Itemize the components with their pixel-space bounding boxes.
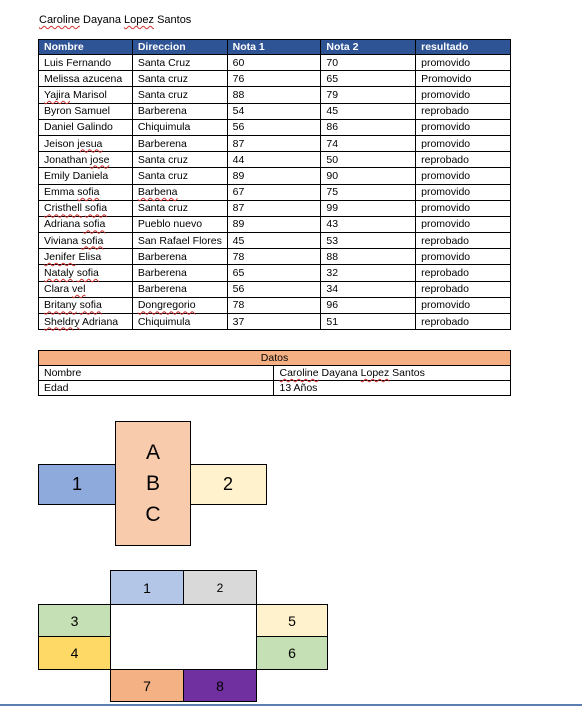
cell-resultado: promovido <box>416 168 511 184</box>
cell-nombre: Jeison jesua <box>39 135 133 151</box>
datos-label: Edad <box>39 381 274 396</box>
page-title <box>39 14 191 26</box>
cell-nota1: 60 <box>227 55 321 71</box>
cell-direccion: Barberena <box>132 135 227 151</box>
cell-nota2: 70 <box>321 55 416 71</box>
cell-nota2: 32 <box>321 265 416 281</box>
cell-nota2: 86 <box>321 119 416 135</box>
net1-left-label: 1 <box>71 474 82 494</box>
cell-nombre: Emily Daniela <box>39 168 133 184</box>
table-row <box>39 200 511 216</box>
header-direccion: Direccion <box>132 40 227 55</box>
net2-bottom-right-box <box>183 669 257 702</box>
net2-top-left-box <box>110 570 184 605</box>
datos-value: 13 Años <box>274 381 511 396</box>
cell-nombre: Nataly sofia <box>39 265 133 281</box>
table-row <box>39 184 511 200</box>
net1-letter-b: B <box>145 472 160 495</box>
net1-right-label: 2 <box>222 474 233 494</box>
cell-nota1: 78 <box>227 249 321 265</box>
cell-resultado: promovido <box>416 297 511 313</box>
table-row <box>39 103 511 119</box>
cell-nota1: 87 <box>227 200 321 216</box>
cell-direccion: Santa cruz <box>132 71 227 87</box>
cell-resultado: promovido <box>416 200 511 216</box>
net2-center-box <box>110 604 257 670</box>
table-row <box>39 249 511 265</box>
table-row <box>39 87 511 103</box>
net2-right-top-label: 5 <box>288 612 296 629</box>
header-nota2: Nota 2 <box>321 40 416 55</box>
cell-direccion: Pueblo nuevo <box>132 216 227 232</box>
cell-nota2: 99 <box>321 200 416 216</box>
cell-nota1: 44 <box>227 152 321 168</box>
cell-nombre: Cristhell sofia <box>39 200 133 216</box>
cell-nota1: 56 <box>227 281 321 297</box>
cell-direccion: Barberena <box>132 249 227 265</box>
cell-nota1: 88 <box>227 87 321 103</box>
cell-direccion: Santa cruz <box>132 152 227 168</box>
datos-value: Caroline Dayana Lopez Santos <box>274 366 511 381</box>
net1-center-box <box>115 421 191 546</box>
cell-nombre: Emma sofia <box>39 184 133 200</box>
cell-nota1: 67 <box>227 184 321 200</box>
cell-nota1: 45 <box>227 233 321 249</box>
cell-direccion: Barberena <box>132 265 227 281</box>
cell-nota1: 78 <box>227 297 321 313</box>
table-row <box>39 135 511 151</box>
datos-row <box>39 381 511 396</box>
cell-resultado: promovido <box>416 216 511 232</box>
cell-direccion: San Rafael Flores <box>132 233 227 249</box>
net2-left-top-box <box>38 604 111 637</box>
table-row <box>39 281 511 297</box>
table-row <box>39 55 511 71</box>
net2-top-left-label: 1 <box>143 579 151 596</box>
cell-nombre: Daniel Galindo <box>39 119 133 135</box>
cell-resultado: promovido <box>416 135 511 151</box>
table-row <box>39 119 511 135</box>
cell-nombre: Adriana sofia <box>39 216 133 232</box>
net1-letter-a: A <box>145 441 160 464</box>
datos-header: Datos <box>39 351 511 366</box>
cell-resultado: reprobado <box>416 152 511 168</box>
cell-direccion: Dongregorio <box>132 297 227 313</box>
cell-nota2: 90 <box>321 168 416 184</box>
cell-nombre: Melissa azucena <box>39 71 133 87</box>
title-first-name: Caroline <box>39 14 80 26</box>
cell-nota2: 75 <box>321 184 416 200</box>
net2-bottom-left-label: 7 <box>143 677 151 694</box>
cell-nombre: Jonathan jose <box>39 152 133 168</box>
title-middle-name: Dayana <box>83 14 121 26</box>
cell-resultado: promovido <box>416 249 511 265</box>
net1-left-box <box>38 464 116 505</box>
cell-nota2: 51 <box>321 314 416 330</box>
cell-nota2: 34 <box>321 281 416 297</box>
table-row <box>39 168 511 184</box>
cell-resultado: promovido <box>416 87 511 103</box>
net2-left-top-label: 3 <box>70 612 79 629</box>
table-row <box>39 71 511 87</box>
cell-nota2: 43 <box>321 216 416 232</box>
title-last-name: Lopez <box>124 14 154 26</box>
title-second-last-name: Santos <box>157 14 192 26</box>
cell-nombre: Clara vel <box>39 281 133 297</box>
net1-right-box <box>189 464 267 505</box>
cell-nota1: 87 <box>227 135 321 151</box>
table-row <box>39 216 511 232</box>
page-bottom-divider <box>0 704 582 706</box>
header-nota1: Nota 1 <box>227 40 321 55</box>
table-row <box>39 152 511 168</box>
cell-nota2: 65 <box>321 71 416 87</box>
cell-nota2: 96 <box>321 297 416 313</box>
cell-nota1: 56 <box>227 119 321 135</box>
table-row <box>39 233 511 249</box>
net2-top-right-box <box>183 570 257 605</box>
cell-resultado: reprobado <box>416 103 511 119</box>
cell-nombre: Byron Samuel <box>39 103 133 119</box>
grades-table <box>38 39 511 330</box>
datos-table <box>38 350 511 396</box>
cell-resultado: reprobado <box>416 233 511 249</box>
cell-nota2: 88 <box>321 249 416 265</box>
cell-nota2: 50 <box>321 152 416 168</box>
cell-resultado: promovido <box>416 55 511 71</box>
net2-right-top-box <box>256 604 328 637</box>
net2-bottom-left-box <box>110 669 184 702</box>
cell-resultado: reprobado <box>416 314 511 330</box>
cell-direccion: Santa cruz <box>132 200 227 216</box>
cell-nota1: 89 <box>227 168 321 184</box>
cell-nota2: 74 <box>321 135 416 151</box>
cell-nombre: Luis Fernando <box>39 55 133 71</box>
cell-nota1: 37 <box>227 314 321 330</box>
cell-nota1: 76 <box>227 71 321 87</box>
table-row <box>39 314 511 330</box>
cell-direccion: Barberena <box>132 103 227 119</box>
cell-nombre: Sheldry Adriana <box>39 314 133 330</box>
cell-nota1: 89 <box>227 216 321 232</box>
cell-direccion: Santa cruz <box>132 87 227 103</box>
cell-nombre: Britany sofia <box>39 297 133 313</box>
cell-nota2: 45 <box>321 103 416 119</box>
cell-nombre: Yajira Marisol <box>39 87 133 103</box>
cell-nombre: Viviana sofia <box>39 233 133 249</box>
cell-resultado: promovido <box>416 184 511 200</box>
datos-row <box>39 366 511 381</box>
net2-left-bottom-box <box>38 636 111 670</box>
cell-direccion: Santa Cruz <box>132 55 227 71</box>
grades-header-row <box>39 40 511 55</box>
net2-left-bottom-label: 4 <box>70 645 79 661</box>
datos-label: Nombre <box>39 366 274 381</box>
cell-nota1: 54 <box>227 103 321 119</box>
cell-nota1: 65 <box>227 265 321 281</box>
cell-resultado: promovido <box>416 119 511 135</box>
net2-bottom-right-label: 8 <box>216 677 224 694</box>
cell-direccion: Chiquimula <box>132 314 227 330</box>
table-row <box>39 265 511 281</box>
cell-resultado: reprobado <box>416 281 511 297</box>
net2-right-bottom-label: 6 <box>288 645 296 661</box>
cell-direccion: Barbena <box>132 184 227 200</box>
net2-top-right-label: 2 <box>216 580 224 595</box>
table-row <box>39 297 511 313</box>
cell-direccion: Barberena <box>132 281 227 297</box>
header-nombre: Nombre <box>39 40 133 55</box>
net1-letter-c: C <box>145 503 161 526</box>
cell-resultado: reprobado <box>416 265 511 281</box>
header-resultado: resultado <box>416 40 511 55</box>
cell-direccion: Santa cruz <box>132 168 227 184</box>
cell-nota2: 79 <box>321 87 416 103</box>
net2-right-bottom-box <box>256 636 328 670</box>
cell-nombre: Jenifer Elisa <box>39 249 133 265</box>
cell-resultado: Promovido <box>416 71 511 87</box>
cell-direccion: Chiquimula <box>132 119 227 135</box>
cell-nota2: 53 <box>321 233 416 249</box>
